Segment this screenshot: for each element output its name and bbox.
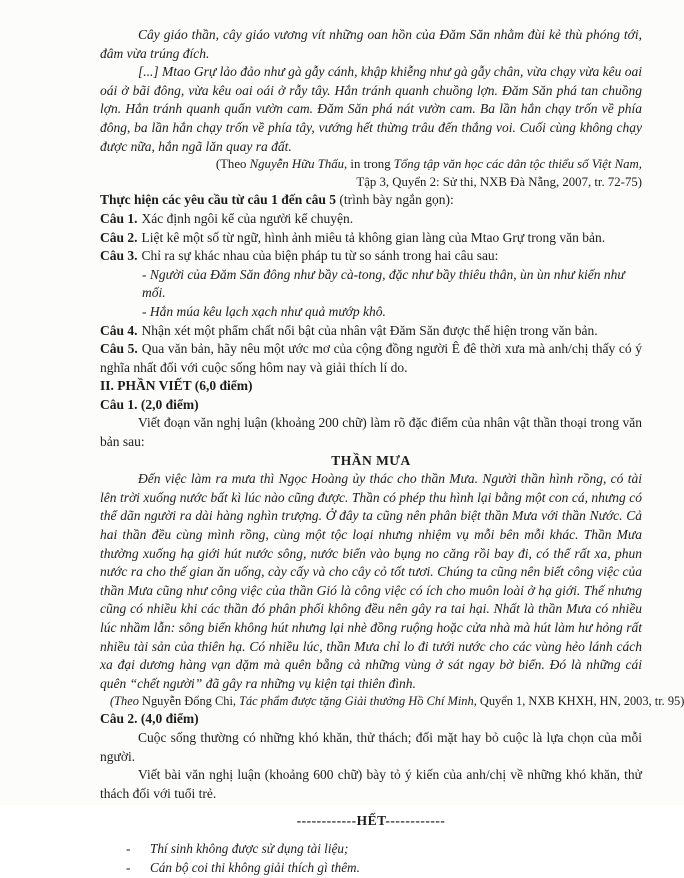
- citation-open: (Theo: [215, 157, 250, 172]
- note-2-text: Cán bộ coi thi không giải thích gì thêm.: [150, 860, 360, 876]
- question-4: [100, 322, 642, 341]
- question-1-text: Xác định ngôi kể của người kể chuyện.: [141, 210, 354, 226]
- writing-q1-heading: Câu 1. (2,0 điểm): [100, 396, 199, 412]
- citation-mid: , in trong: [344, 157, 394, 172]
- writing-q2-para-1: Cuộc sống thường có những khó khăn, thử thách; đối mặt hay bỏ cuộc là lựa chọn của mỗi người.: [100, 729, 642, 764]
- myth-citation-author: Nguyễn Đổng Chi,: [138, 694, 240, 709]
- citation-work-title: Tổng tập văn học các dân tộc thiểu số Việt Nam,: [393, 157, 642, 172]
- myth-citation-rest: Quyển 1, NXB KHXH, HN, 2003, tr. 95): [476, 694, 684, 709]
- question-2-text: Liệt kê một số từ ngữ, hình ảnh miêu tả không gian làng của Mtao Grự trong văn bản.: [141, 229, 606, 245]
- question-5-label: Câu 5.: [100, 341, 138, 357]
- question-2-label: Câu 2.: [100, 229, 138, 245]
- question-4-text: Nhận xét một phẩm chất nổi bật của nhân vật Đăm Săn được thể hiện trong văn bản.: [141, 322, 598, 338]
- question-3-label: Câu 3.: [100, 248, 138, 264]
- note-2-dash: -: [126, 860, 131, 876]
- question-2: [100, 229, 642, 248]
- myth-citation-work: Tác phẩm được tặng Giải thưởng Hồ Chí Minh,: [239, 694, 477, 709]
- exam-notes: [126, 839, 642, 878]
- question-3: [100, 247, 642, 266]
- myth-citation: [110, 693, 684, 710]
- question-5-text: Qua văn bản, hãy nêu một ước mơ của cộng đồng người Ê đê thời xưa mà anh/chị thấy có ý nghĩa nhất đối với cuộc sống hôm nay và giải thích lí do.: [100, 341, 642, 375]
- question-4-label: Câu 4.: [100, 322, 138, 338]
- question-5: [100, 340, 642, 377]
- myth-title: THẦN MƯA: [331, 452, 411, 468]
- writing-q2-heading: Câu 2. (4,0 điểm): [100, 711, 199, 727]
- reading-citation-line-2: Tập 3, Quyển 2: Sử thi, NXB Đà Nẵng, 2007, tr. 72-75): [356, 174, 642, 189]
- questions-intro-rest: (trình bày ngắn gọn):: [339, 192, 454, 208]
- note-1-text: Thí sinh không được sử dụng tài liệu;: [150, 840, 349, 856]
- reading-passage-quote-1: Cây giáo thần, cây giáo vương vít những oan hồn của Đăm Săn nhằm đùi kẻ thù phóng tới, đâm vừa trúng đích.: [100, 27, 642, 61]
- question-3-text: Chỉ ra sự khác nhau của biện pháp tu từ so sánh trong hai câu sau:: [141, 248, 499, 264]
- writing-q1-prompt: Viết đoạn văn nghị luận (khoảng 200 chữ) làm rõ đặc điểm của nhân vật thần thoại trong văn bản sau:: [100, 415, 642, 450]
- exam-note-2: [126, 858, 642, 878]
- reading-passage-quote-2: [...] Mtao Grự lảo đảo như gà gẫy cánh, khập khiễng như gà gẫy chân, vừa chạy vừa kêu oai oái ở bãi đông, vừa kêu oai oái ở rẫy tây. Hắn tránh quanh chuồng lợn. Đăm Săn phá tan chuồng lợn. Hắn tránh quanh quẩn vườn cam. Đăm Săn phá nát vườn cam. Ba lần hắn chạy trốn về phía đông, ba lần hắn chạy trốn về phía tây, vướng hết thừng trâu đến thắng voi. Cuối cùng không chạy được nữa, hắn ngã lăn quay ra đất.: [100, 64, 642, 154]
- question-3-example-1: - Người của Đăm Săn đông như bầy cà-tong, đặc như bầy thiêu thân, ùn ùn như kiến như mối.: [142, 266, 625, 301]
- exam-note-1: [126, 839, 642, 859]
- question-1-label: Câu 1.: [100, 210, 138, 226]
- questions-intro: [100, 191, 642, 210]
- myth-passage: Đến việc làm ra mưa thì Ngọc Hoàng ủy thác cho thần Mưa. Người thần hình rồng, có tài lên trời xuống nước bất kì lúc nào cũng được. Thần có phép thu hình lại bằng một con cá, nhưng có thể dãn người ra dài hàng nghìn trượng. Ở đây ta cũng nên phân biệt thần Mưa với thần Nước. Cả hai thần đều cùng mình rồng, cùng một tộc loại nhưng nhiệm vụ mỗi bên mỗi khác. Thần Mưa thường xuống hạ giới hút nước sông, nước biển vào bụng no căng rồi bay đi, có thể rất xa, phun nước ra cho thế gian ăn uống, cày cấy và cho cây cỏ tốt tươi. Chúng ta cũng nên biết công việc của thần Mưa cũng như công việc của thần Gió là công việc có ích cho muôn loài ở hạ giới. Thế nhưng cũng có nhiều khi các thần đó phân phối không đều nên gây ra tai hại. Nhất là thần Mưa có nhiều lúc nhầm lẫn: sông biển không hút nhưng lại nhè đồng ruộng hoặc cửa nhà mà hút làm hư hỏng rất nhiều tài sản của thiên hạ. Có nhiều lúc, thần Mưa chỉ lo đi tưới nước cho các vùng hẻo lánh cách xa đại dương hàng vạn dặm mà quên bẵng cả những vùng ở sát ngay bờ biển. Đó là những cái quên “chết người” đã gây ra những vụ kiện tại thiên đình.: [100, 471, 642, 691]
- writing-q2-para-2: Viết bài văn nghị luận (khoảng 600 chữ) bày tỏ ý kiến của anh/chị về những khó khăn, thử thách đối với tuổi trẻ.: [100, 767, 642, 801]
- reading-citation-line-1: [100, 156, 642, 174]
- writing-section-heading: II. PHẦN VIẾT (6,0 điểm): [100, 378, 253, 394]
- citation-author: Nguyễn Hữu Thấu: [249, 157, 345, 172]
- question-3-example-2: - Hắn múa kêu lạch xạch như quả mướp khô.: [142, 303, 386, 319]
- note-1-dash: -: [126, 840, 131, 856]
- myth-citation-open: (Theo: [110, 694, 139, 709]
- questions-intro-bold: Thực hiện các yêu cầu từ câu 1 đến câu 5: [100, 192, 336, 208]
- end-marker: ------------HẾT------------: [296, 813, 446, 829]
- question-1: [100, 210, 642, 229]
